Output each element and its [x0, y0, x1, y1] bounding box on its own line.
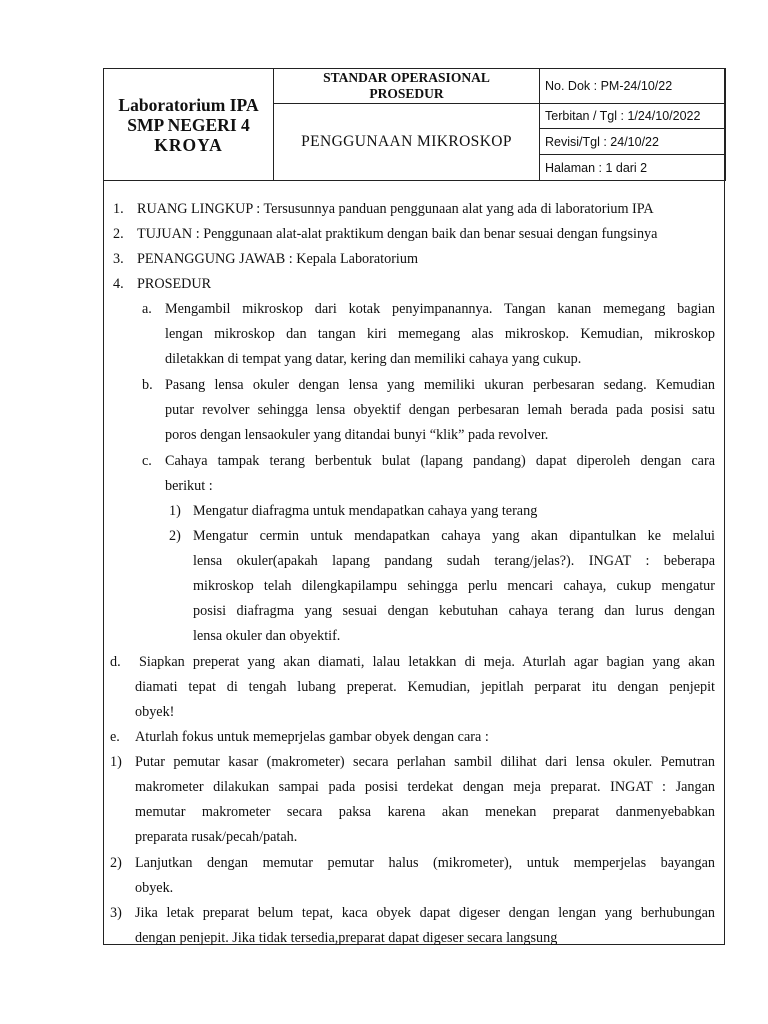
step-line: Aturlah fokus untuk memeprjelas gambar obyek dengan cara :: [135, 729, 489, 745]
substep-line: Jika letak preparat belum tepat, kaca obyek dapat digeser dengan lengan yang berhubungan: [135, 905, 715, 921]
substep-line: memutar makrometer secara paksa karena akan menekan preparat danmenyebabkan: [135, 804, 715, 820]
step-marker: a.: [142, 301, 152, 317]
step-line: lengan mikroskop dan tangan kiri memegang alas mikroskop. Kemudian, mikroskop: [165, 326, 715, 342]
sop-heading-line1: STANDAR OPERASIONAL: [323, 70, 490, 85]
substep-line: Mengatur diafragma untuk mendapatkan cahaya yang terang: [193, 503, 538, 519]
step-line: diletakkan di tempat yang datar, kering dan memiliki cahaya yang cukup.: [165, 351, 582, 367]
step-line: Cahaya tampak terang berbentuk bulat (lapang pandang) dapat diperoleh dengan cara: [165, 453, 715, 469]
substep-line: Putar pemutar kasar (makrometer) secara perlahan sambil dilihat dari lensa okuler. Pemutran: [135, 754, 715, 770]
step-line: berikut :: [165, 478, 213, 494]
substep-marker: 2): [110, 855, 122, 871]
substep-line: dengan penjepit. Jika tidak tersedia,preparat dapat digeser secara langsung: [135, 930, 558, 946]
section-text: TUJUAN : Penggunaan alat-alat praktikum dengan baik dan benar sesuai dengan fungsinya: [137, 226, 658, 242]
school-city: KROYA: [154, 134, 223, 155]
substep-line: Mengatur cermin untuk mendapatkan cahaya yang akan dipantulkan ke melalui: [193, 528, 715, 544]
lab-identity: [104, 69, 274, 181]
substep-line: preparata rusak/pecah/patah.: [135, 829, 298, 845]
sop-heading: [274, 69, 540, 104]
page-count: Halaman : 1 dari 2: [540, 155, 726, 181]
step-line: Mengambil mikroskop dari kotak penyimpanannya. Tangan kanan memegang bagian: [165, 301, 715, 317]
substep-line: lensa okuler(apakah lapang pandang sudah terang/jelas?). INGAT : beberapa: [193, 553, 715, 569]
substep-line: posisi diafragma yang sesuai dengan kebutuhan cahaya terang dan lurus dengan: [193, 603, 715, 619]
sop-heading-line2: PROSEDUR: [369, 86, 444, 101]
step-line: poros dengan lensaokuler yang ditandai bunyi “klik” pada revolver.: [165, 427, 549, 443]
section-text: PROSEDUR: [137, 276, 212, 292]
step-marker: d.: [110, 654, 121, 670]
school-name: SMP NEGERI 4: [127, 114, 250, 135]
section-text: PENANGGUNG JAWAB : Kepala Laboratorium: [137, 251, 418, 267]
substep-line: lensa okuler dan obyektif.: [193, 628, 341, 644]
substep-line: mikroskop telah dilengkapilampu sehingga perlu mencari cahaya, cukup mengatur: [193, 578, 715, 594]
substep-marker: 1): [169, 503, 181, 519]
section-text: RUANG LINGKUP : Tersusunnya panduan penggunaan alat yang ada di laboratorium IPA: [137, 201, 654, 217]
section-number: 2.: [113, 226, 124, 242]
substep-line: Lanjutkan dengan memutar pemutar halus (mikrometer), untuk memperjelas bayangan: [135, 855, 715, 871]
section-number: 3.: [113, 251, 124, 267]
section-number: 4.: [113, 276, 124, 292]
revision-date: Revisi/Tgl : 24/10/22: [540, 129, 726, 155]
step-marker: c.: [142, 453, 152, 469]
section-number: 1.: [113, 201, 124, 217]
substep-marker: 2): [169, 528, 181, 544]
issue-date: Terbitan / Tgl : 1/24/10/2022: [540, 104, 726, 129]
step-line: obyek!: [135, 704, 175, 720]
step-line: diamati tepat di tengah lubang preperat. Kemudian, jepitlah perparat itu dengan penjepit: [135, 679, 715, 695]
substep-marker: 1): [110, 754, 122, 770]
substep-line: obyek.: [135, 880, 174, 896]
lab-name: Laboratorium IPA: [118, 94, 259, 115]
doc-number: No. Dok : PM-24/10/22: [540, 69, 726, 104]
document-header: [103, 68, 726, 181]
step-line: Pasang lensa okuler dengan lensa yang memiliki ukuran perbesaran sedang. Kemudian: [165, 377, 715, 393]
procedure-title: PENGGUNAAN MIKROSKOP: [274, 104, 540, 181]
step-marker: b.: [142, 377, 153, 393]
step-line: Siapkan preperat yang akan diamati, lalau letakkan di meja. Aturlah agar bagian yang akan: [139, 654, 715, 670]
step-marker: e.: [110, 729, 120, 745]
step-line: putar revolver sehingga lensa obyektif dengan perbesaran lemah berada pada posisi satu: [165, 402, 715, 418]
substep-line: makrometer dilakukan sampai pada posisi terdekat dengan meja preparat. INGAT : Jangan: [135, 779, 715, 795]
substep-marker: 3): [110, 905, 122, 921]
